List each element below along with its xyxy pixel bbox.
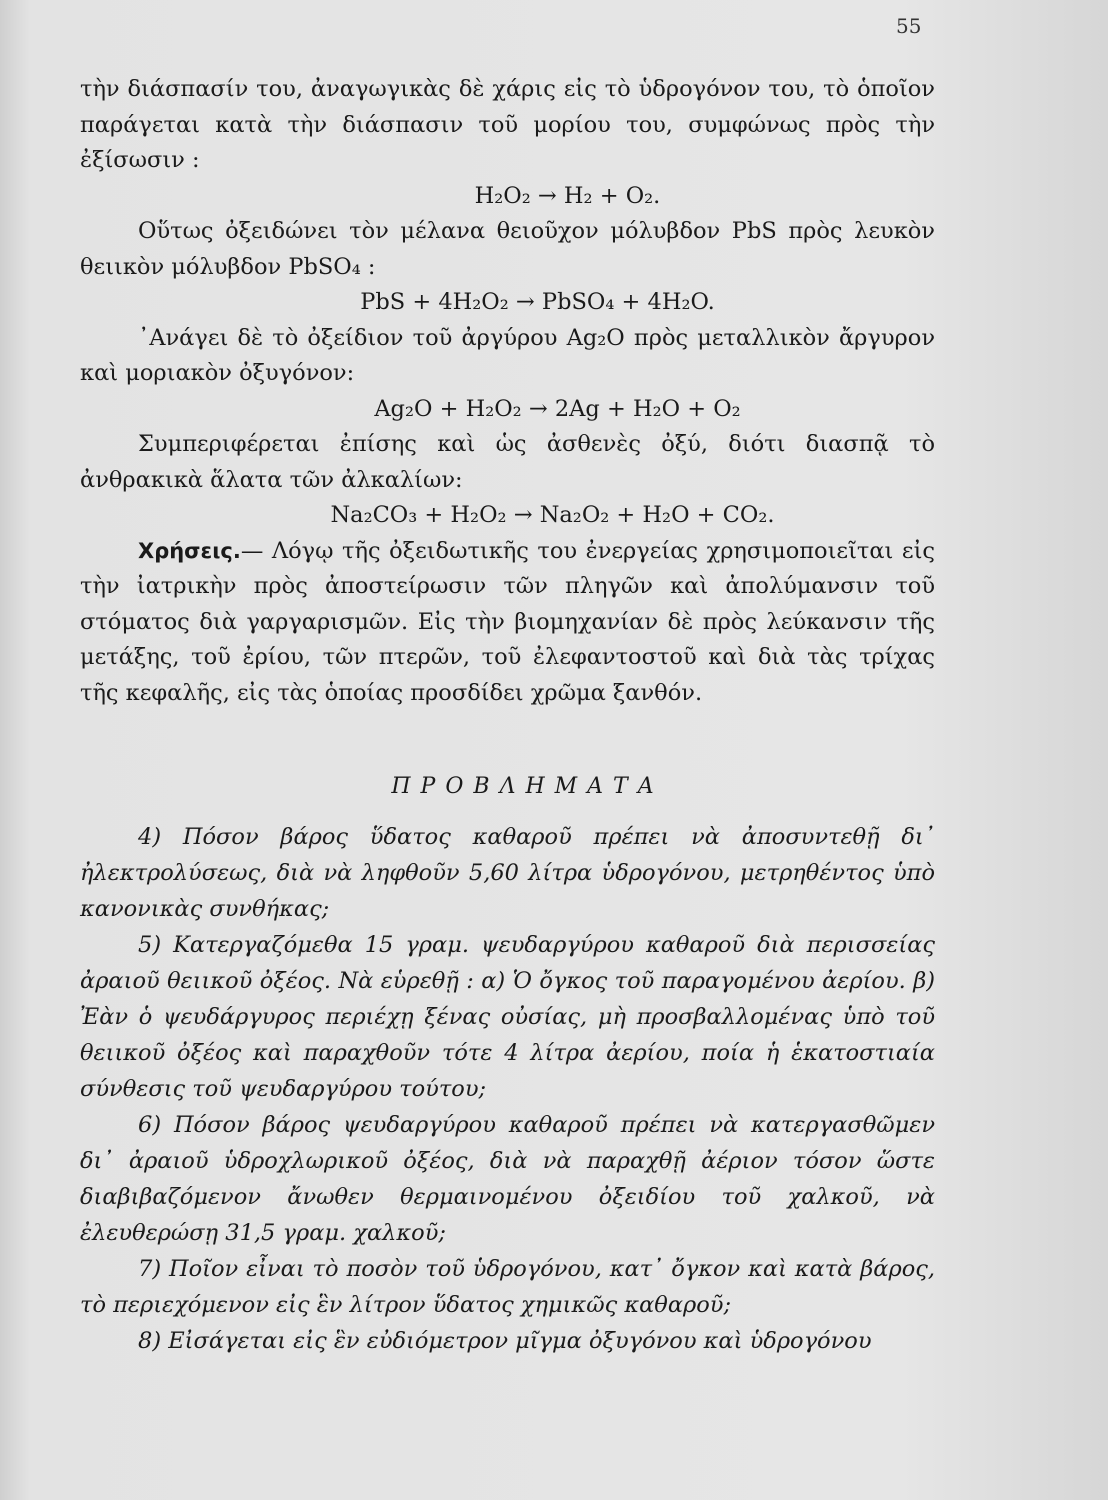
equation-carbonate: Na₂CO₃ + H₂O₂ → Na₂O₂ + H₂O + CO₂. <box>330 502 775 528</box>
problem-item: 6) Πόσον βάρος ψευδαργύρου καθαροῦ πρέπει νὰ κατεργασθῶμεν δι᾿ ἀραιοῦ ὑδροχλωρικοῦ ὀξέος, διὰ νὰ παραχθῇ ἀέριον τόσον ὥστε διαβιβαζόμενον ἄνωθεν θερμαινομένου ὀξειδίου τοῦ χαλκοῦ, νὰ ἐλευθερώσῃ 31,5 γραμ. χαλκοῦ; <box>80 1111 935 1246</box>
uses-label: Χρήσεις. <box>138 538 241 563</box>
paragraph-oxidation-pbs: Οὕτως ὀξειδώνει τὸν μέλανα θειοῦχον μόλυβδον PbS πρὸς λευκὸν θειικὸν μόλυβδον PbSO₄ : <box>80 218 935 280</box>
problem-item: 8) Εἰσάγεται εἰς ἓν εὐδιόμετρον μῖγμα ὀξυγόνου καὶ ὑδρογόνου <box>138 1327 872 1354</box>
equation-h2o2-decomposition: H₂O₂ → H₂ + O₂. <box>474 182 661 209</box>
equation-ag2o-reduction: Ag₂O + H₂O₂ → 2Ag + H₂O + O₂ <box>374 395 741 422</box>
paragraph-weak-acid: Συμπεριφέρεται ἐπίσης καὶ ὡς ἀσθενὲς ὀξύ, διότι διασπᾷ τὸ ἀνθρακικὰ ἅλατα τῶν ἀλκαλίων: <box>80 431 935 493</box>
page-body <box>80 72 935 1359</box>
problem-item: 4) Πόσον βάρος ὕδατος καθαροῦ πρέπει νὰ ἀποσυντεθῇ δι᾿ ἠλεκτρολύσεως, διὰ νὰ ληφθοῦν 5,60 λίτρα ὑδρογόνου, μετρηθέντος ὑπὸ κανονικὰς συνθήκας; <box>80 823 935 922</box>
equation-pbs-oxidation: PbS + 4H₂O₂ → PbSO₄ + 4H₂O. <box>360 289 715 315</box>
paragraph-uses <box>80 534 935 712</box>
problem-item: 5) Κατεργαζόμεθα 15 γραμ. ψευδαργύρου καθαροῦ διὰ περισσείας ἀραιοῦ θειικοῦ ὀξέος. Νὰ εὑρεθῇ : α) Ὁ ὄγκος τοῦ παραγομένου ἀερίου. β) Ἐὰν ὁ ψευδάργυρος περιέχῃ ξένας οὐσίας, μὴ προσβαλλομένας ὑπὸ τοῦ θειικοῦ ὀξέος καὶ παραχθοῦν τότε 4 λίτρα ἀερίου, ποία ἡ ἑκατοστιαία σύνθεσις τοῦ ψευδαργύρου τούτου; <box>80 931 935 1102</box>
page-number: 55 <box>896 14 922 38</box>
problems-heading: ΠΡΟΒΛΗΜΑΤΑ <box>391 774 664 799</box>
problem-item: 7) Ποῖον εἶναι τὸ ποσὸν τοῦ ὑδρογόνου, κατ᾿ ὄγκον καὶ κατὰ βάρος, τὸ περιεχόμενον εἰς ἓν λίτρον ὕδατος χημικῶς καθαροῦ; <box>80 1255 935 1318</box>
uses-text: — Λόγῳ τῆς ὀξειδωτικῆς του ἐνεργείας χρησιμοποιεῖται εἰς τὴν ἰατρικὴν πρὸς ἀποστείρωσιν τῶν πληγῶν καὶ ἀπολύμανσιν τοῦ στόματος διὰ γαργαρισμῶν. Εἰς τὴν βιομηχανίαν δὲ πρὸς λεύκανσιν τῆς μετάξης, τοῦ ἐρίου, τῶν πτερῶν, τοῦ ἐλεφαντοστοῦ καὶ διὰ τὰς τρίχας τῆς κεφαλῆς, εἰς τὰς ὁποίας προσδίδει χρῶμα ξανθόν. <box>80 537 935 706</box>
paragraph-reduction-ag2o: ᾿Ανάγει δὲ τὸ ὀξείδιον τοῦ ἀργύρου Ag₂O πρὸς μεταλλικὸν ἄργυρον καὶ μοριακὸν ὀξυγόνον: <box>80 324 935 386</box>
paragraph-decomposition: τὴν διάσπασίν του, ἀναγωγικὰς δὲ χάρις εἰς τὸ ὑδρογόνον του, τὸ ὁποῖον παράγεται κατὰ τὴν διάσπασιν τοῦ μορίου του, συμφώνως πρὸς τὴν ἐξίσωσιν : <box>80 76 935 173</box>
